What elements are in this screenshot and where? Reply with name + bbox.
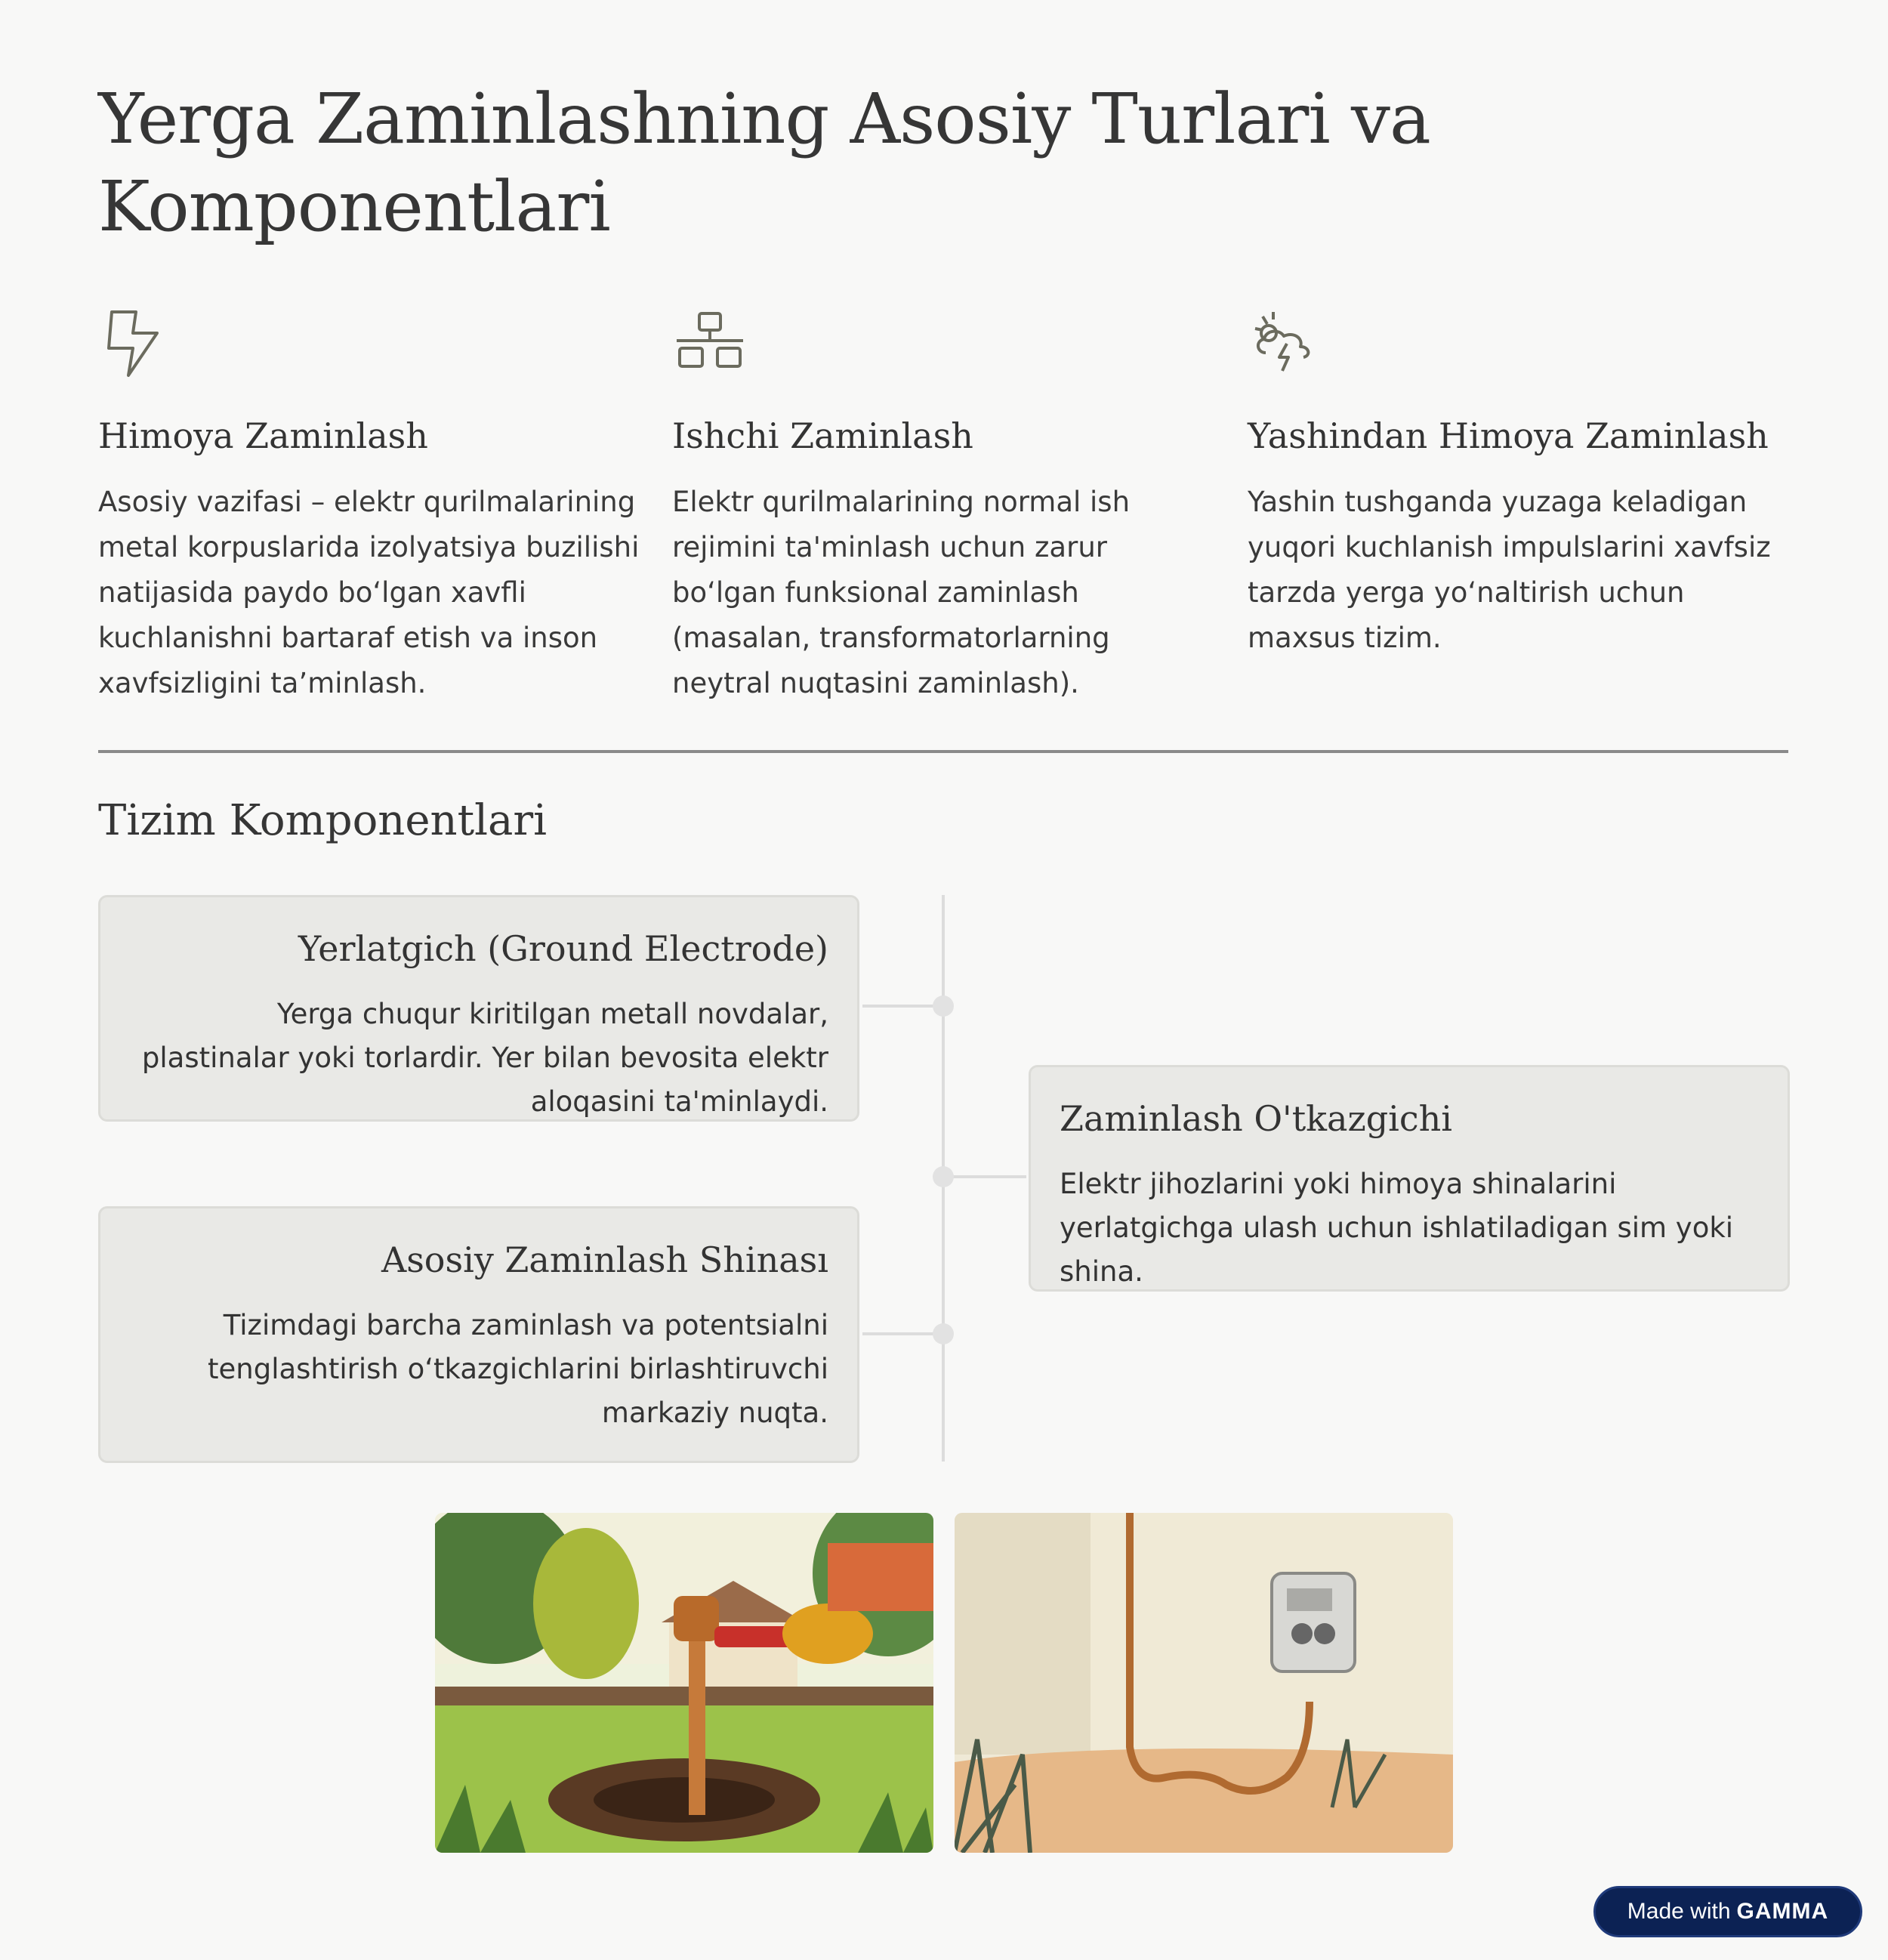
- type-description: Asosiy vazifasi – elektr qurilmalarining metal korpuslarida izolyatsiya buzilishi natijasida paydo boʻlgan xavfli kuchlanishni bartaraf etish va inson xavfsizligini ta’minlash.: [98, 486, 640, 699]
- section-title: Tizim Komponentlari: [98, 796, 548, 845]
- ground-rod-illustration: [435, 1513, 933, 1853]
- component-card-conductor: [1029, 1065, 1790, 1292]
- type-title: Ishchi Zaminlash: [672, 415, 973, 456]
- component-description: Yerga chuqur kiritilgan metall novdalar, plastinalar yoki torlardir. Yer bilan bevosita elektr aloqasini ta'minlaydi.: [141, 998, 828, 1118]
- timeline-dot: [933, 1166, 954, 1187]
- component-card-ground-electrode: [98, 895, 859, 1122]
- component-title: Asosiy Zaminlash Shinası: [381, 1239, 828, 1280]
- storm-cloud-icon: [1248, 306, 1323, 381]
- timeline-dot: [933, 995, 954, 1017]
- component-description: Elektr jihozlarini yoki himoya shinalarini yerlatgichga ulash uchun ishlatiladigan sim yoki shina.: [1060, 1168, 1734, 1288]
- type-description: Elektr qurilmalarining normal ish rejimini ta'minlash uchun zarur boʻlgan funksional zaminlash (masalan, transformatorlarning neytral nuqtasini zaminlash).: [672, 486, 1131, 699]
- component-title: Zaminlash O'tkazgichi: [1060, 1098, 1452, 1139]
- type-title: Yashindan Himoya Zaminlash: [1248, 415, 1769, 456]
- page-title: Yerga Zaminlashning Asosiy Turlari va Komponentlari: [98, 79, 1430, 247]
- badge-brand: GAMMA: [1736, 1899, 1829, 1924]
- badge-prefix: Made with: [1627, 1899, 1731, 1924]
- made-with-gamma-badge[interactable]: [1593, 1886, 1862, 1937]
- network-icon: [672, 306, 748, 381]
- divider: [98, 750, 1788, 753]
- lightning-bolt-icon: [98, 306, 174, 381]
- timeline-dot: [933, 1323, 954, 1344]
- timeline-connector: [862, 1005, 942, 1008]
- timeline-connector: [945, 1175, 1026, 1178]
- conductor-wall-illustration: [955, 1513, 1453, 1853]
- component-card-main-bus: [98, 1206, 859, 1463]
- timeline-connector: [862, 1332, 942, 1335]
- type-description: Yashin tushganda yuzaga keladigan yuqori kuchlanish impulslarini xavfsiz tarzda yerga yoʻnaltirish uchun maxsus tizim.: [1248, 486, 1771, 654]
- type-column-protective: [98, 306, 642, 706]
- component-description: Tizimdagi barcha zaminlash va potentsialni tenglashtirish oʻtkazgichlarini birlashtiruvchi markaziy nuqta.: [207, 1309, 828, 1429]
- type-column-lightning: [1248, 306, 1791, 661]
- type-title: Himoya Zaminlash: [98, 415, 428, 456]
- type-column-working: [672, 306, 1216, 706]
- component-title: Yerlatgich (Ground Electrode): [298, 928, 828, 969]
